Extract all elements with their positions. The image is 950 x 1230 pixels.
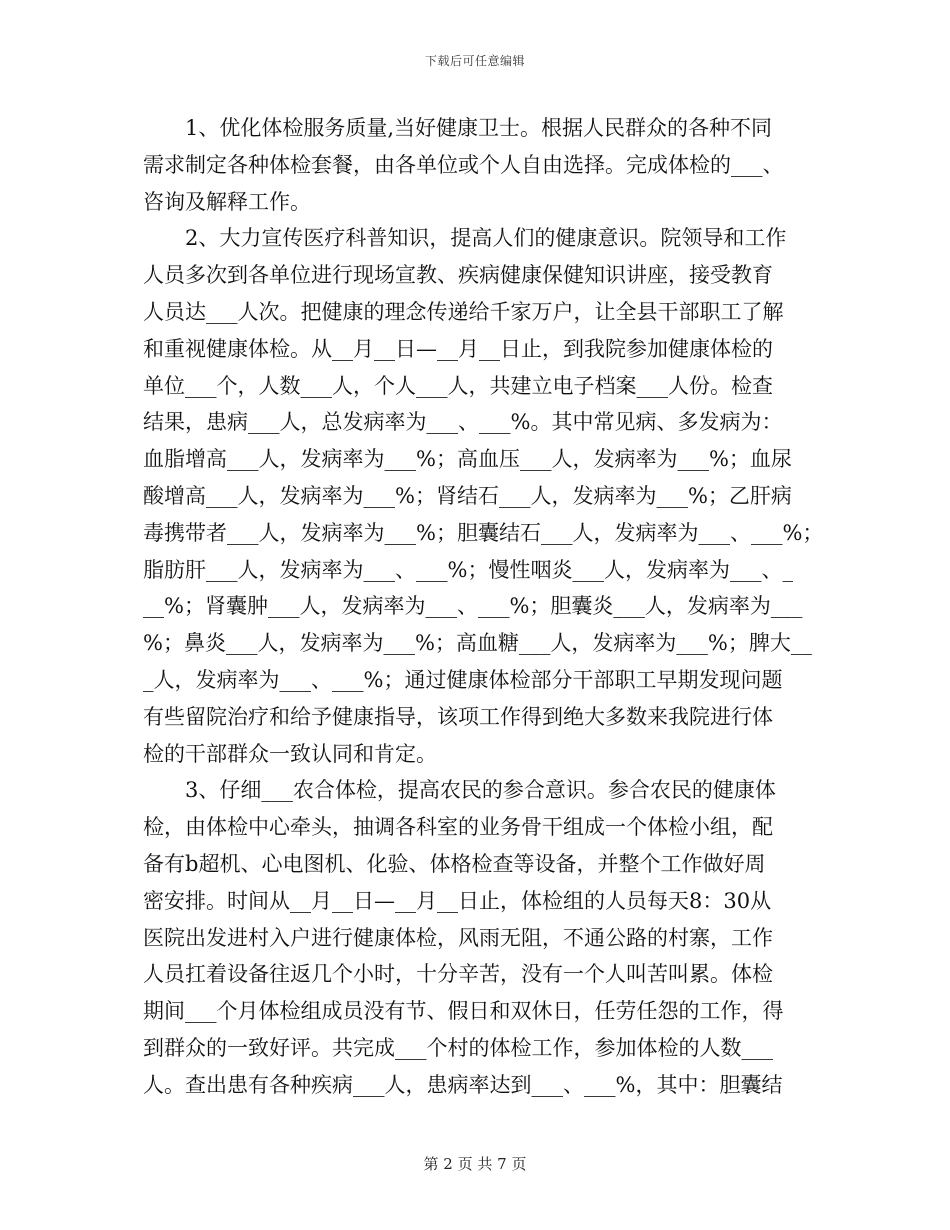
- text-line: 血脂增高___人，发病率为___%；高血压___人，发病率为___%；血尿: [143, 447, 792, 472]
- text-line: __%；肾囊肿___人，发病率为___、___%；胆囊炎___人，发病率为___: [143, 594, 803, 619]
- text-line: 人。查出患有各种疾病___人，患病率达到___、___%，其中：胆囊结: [143, 1072, 783, 1097]
- text-line: 医院出发进村入户进行健康体检，风雨无阻，不通公路的村寨，工作: [143, 925, 773, 950]
- text-line: 密安排。时间从__月__日—__月__日止，体检组的人员每天8：30从: [143, 888, 772, 913]
- text-line: 脂肪肝___人，发病率为___、___%；慢性咽炎___人，发病率为___、_: [143, 557, 793, 582]
- text-line: 酸增高___人，发病率为___%；肾结石___人，发病率为___%；乙肝病: [143, 483, 792, 508]
- text-line: 备有b超机、心电图机、化验、体格检查等设备，并整个工作做好周: [143, 851, 766, 876]
- text-line: 毒携带者___人，发病率为___%；胆囊结石___人，发病率为___、___%；: [143, 520, 824, 545]
- text-line: 结果，患病___人，总发病率为___、___%。其中常见病、多发病为：: [143, 410, 783, 435]
- text-line: 有些留院治疗和给予健康指导，该项工作得到绝大多数来我院进行体: [143, 704, 773, 729]
- text-line: 3、仔细___农合体检，提高农民的参合意识。参合农民的健康体: [143, 778, 776, 803]
- text-line: 期间___个月体检组成员没有节、假日和双休日，任劳任怨的工作，得: [143, 999, 784, 1024]
- text-line: %；鼻炎___人，发病率为___%；高血糖___人，发病率为___%；脾大__: [143, 631, 812, 656]
- page-header: 下载后可任意编辑: [424, 54, 525, 68]
- text-line: 2、大力宣传医疗科普知识，提高人们的健康意识。院领导和工作: [143, 226, 787, 251]
- document-body: [143, 110, 824, 1104]
- text-line: 检的干部群众一致认同和肯定。: [143, 741, 437, 766]
- text-line: 到群众的一致好评。共完成___个村的体检工作，参加体检的人数___: [143, 1035, 773, 1060]
- text-line: 咨询及解释工作。: [143, 189, 311, 214]
- text-line: 人员多次到各单位进行现场宣教、疾病健康保健知识讲座，接受教育: [143, 263, 773, 288]
- page-footer: 第 2 页 共 7 页: [423, 1155, 527, 1173]
- text-line: 单位___个，人数___人，个人___人，共建立电子档案___人份。检查: [143, 373, 773, 398]
- text-line: _人，发病率为___、___%；通过健康体检部分干部职工早期发现问题: [143, 667, 783, 692]
- text-line: 检，由体检中心牵头，抽调各科室的业务骨干组成一个体检小组，配: [143, 815, 773, 840]
- text-line: 需求制定各种体检套餐，由各单位或个人自由选择。完成体检的___、: [143, 152, 784, 177]
- text-line: 人员达___人次。把健康的理念传递给千家万户，让全县干部职工了解: [143, 299, 784, 324]
- text-line: 人员扛着设备往返几个小时，十分辛苦，没有一个人叫苦叫累。体检: [143, 962, 773, 987]
- text-line: 1、优化体检服务质量,当好健康卫士。根据人民群众的各种不同: [143, 116, 773, 140]
- text-line: 和重视健康体检。从__月__日—__月__日止，到我院参加健康体检的: [143, 336, 773, 361]
